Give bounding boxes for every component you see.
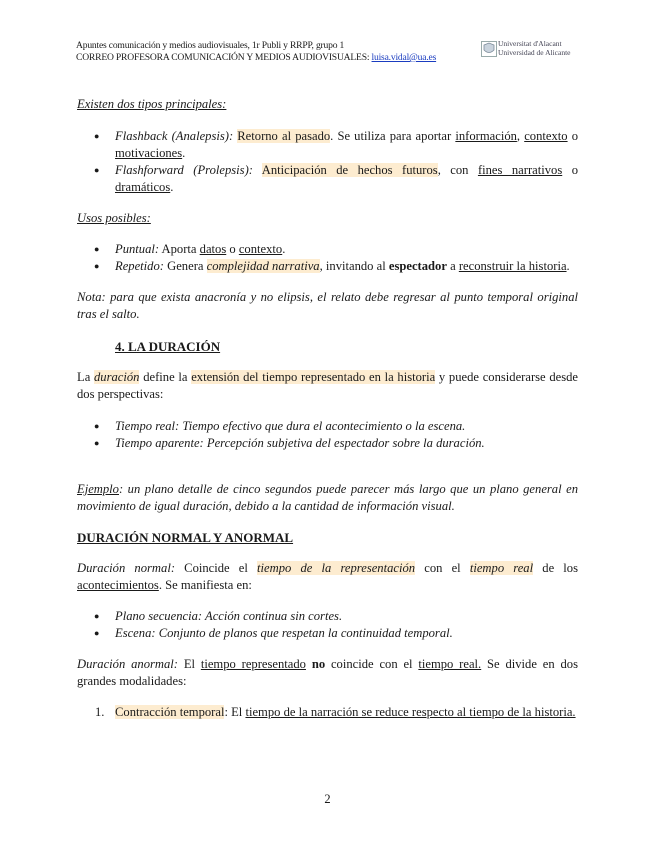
term-duracion-anormal: Duración anormal:	[77, 657, 178, 671]
list-item-puntual	[77, 241, 578, 258]
text-run: : un plano detalle de cinco segundos puede parecer más largo que un plano general en movimiento de igual duración, debido a la cantidad de información visual.	[77, 482, 578, 513]
text-run: , invitando al	[319, 259, 389, 273]
text-run: .	[282, 242, 286, 256]
text-run: ,	[516, 129, 525, 143]
list-item-tiempo-real: ● Tiempo real: Tiempo efectivo que dura el acontecimiento o la escena.	[77, 418, 578, 435]
underlined-text: tiempo de la narración se reduce respecto al tiempo de la historia.	[245, 705, 576, 719]
text-run: Coincide el	[175, 561, 258, 575]
list-number: 1.	[95, 705, 105, 719]
perspectives-list	[77, 418, 578, 452]
term-flashback: Flashback (Analepsis):	[115, 129, 234, 143]
university-logo-text	[498, 39, 570, 57]
highlight-text: complejidad narrativa	[206, 259, 320, 273]
underlined-text: fines narrativos	[477, 163, 563, 177]
logo-text-line1: Universitat d'Alacant	[498, 39, 562, 48]
bold-text: espectador	[388, 259, 447, 273]
section-heading-normal-anormal: DURACIÓN NORMAL Y ANORMAL	[77, 530, 294, 545]
list-item-tiempo-aparente: ● Tiempo aparente: Percepción subjetiva del espectador sobre la duración.	[77, 435, 578, 452]
university-logo	[481, 39, 571, 59]
example-label: Ejemplo	[77, 482, 119, 496]
underlined-text: contexto	[524, 129, 568, 143]
highlight-text: duración	[94, 370, 140, 384]
term-duracion-normal: Duración normal:	[77, 561, 176, 575]
highlight-text: Contracción temporal	[115, 705, 225, 719]
underlined-text: información	[455, 129, 517, 143]
types-subtitle: Existen dos tipos principales:	[77, 97, 227, 111]
header-course-line: Apuntes comunicación y medios audiovisuales, 1r Publi y RRPP, grupo 1	[76, 40, 345, 51]
underlined-text: datos	[199, 242, 227, 256]
text-run: Se divide en dos grandes modalidades:	[77, 657, 578, 688]
text-run: El	[177, 657, 201, 671]
text-run: : El	[224, 705, 246, 719]
professor-email-link[interactable]: luisa.vidal@ua.es	[371, 52, 437, 63]
list-item-escena: ● Escena: Conjunto de planos que respetan la continuidad temporal.	[77, 625, 578, 642]
highlight-text: tiempo real	[469, 561, 534, 575]
highlight-text: Retorno al pasado	[237, 129, 331, 143]
text-run: La	[77, 370, 94, 384]
term-repetido: Repetido:	[115, 259, 164, 273]
bold-text: no	[311, 657, 326, 671]
normal-duration-list	[77, 608, 578, 642]
text-run: coincide con el	[325, 657, 419, 671]
underlined-text: tiempo real.	[418, 657, 482, 671]
underlined-text: motivaciones	[115, 146, 183, 160]
list-item-flashback	[77, 128, 578, 162]
types-list	[77, 128, 578, 196]
text-run: .	[170, 180, 174, 194]
text-run: Aporta	[159, 242, 200, 256]
text-run: con el	[415, 561, 470, 575]
text-run: define la	[139, 370, 192, 384]
list-item-plano-secuencia: ● Plano secuencia: Acción continua sin cortes.	[77, 608, 578, 625]
uses-subtitle: Usos posibles:	[77, 211, 151, 225]
header-contact-label: CORREO PROFESORA COMUNICACIÓN Y MEDIOS AUDIOVISUALES:	[76, 52, 372, 63]
list-item-flashforward	[77, 162, 578, 196]
list-item-repetido	[77, 258, 578, 275]
text-run: Genera	[163, 259, 207, 273]
duracion-intro	[77, 369, 578, 403]
example-paragraph	[77, 481, 578, 515]
list-item-contraccion	[77, 704, 578, 721]
logo-text-line2: Universidad de Alicante	[498, 48, 571, 57]
abnormal-duration-paragraph	[77, 656, 578, 690]
page-header	[76, 40, 436, 64]
text-run: de los	[533, 561, 579, 575]
text-run: a	[446, 259, 459, 273]
section-heading-duracion: 4. LA DURACIÓN	[115, 339, 221, 354]
abnormal-modalities-list	[77, 704, 578, 721]
text-run: o	[226, 242, 239, 256]
underlined-text: acontecimientos	[77, 578, 159, 592]
uses-list	[77, 241, 578, 275]
text-run: o	[562, 163, 578, 177]
underlined-text: tiempo representado	[200, 657, 306, 671]
normal-duration-paragraph	[77, 560, 578, 594]
highlight-text: extensión del tiempo representado en la historia	[191, 370, 436, 384]
text-run: . Se manifiesta en:	[158, 578, 252, 592]
term-puntual: Puntual:	[115, 242, 160, 256]
underlined-text: dramáticos	[115, 180, 171, 194]
underlined-text: reconstruir la historia	[458, 259, 567, 273]
term-flashforward: Flashforward (Prolepsis):	[115, 163, 253, 177]
text-run: . Se utiliza para aportar	[330, 129, 456, 143]
text-run: o	[567, 129, 579, 143]
text-run: .	[566, 259, 570, 273]
text-run: y puede considerarse desde dos perspectivas:	[77, 370, 579, 401]
note-paragraph: Nota: para que exista anacronía y no elipsis, el relato debe regresar al punto temporal original tras el salto.	[77, 290, 578, 321]
highlight-text: tiempo de la representación	[257, 561, 416, 575]
underlined-text: contexto	[238, 242, 283, 256]
page-number: 2	[324, 792, 331, 806]
header-contact-line	[76, 52, 436, 64]
text-run: , con	[437, 163, 478, 177]
document-body	[77, 92, 578, 721]
highlight-text: Anticipación de hechos futuros	[261, 163, 438, 177]
text-run: .	[182, 146, 186, 160]
university-shield-icon	[481, 41, 497, 57]
